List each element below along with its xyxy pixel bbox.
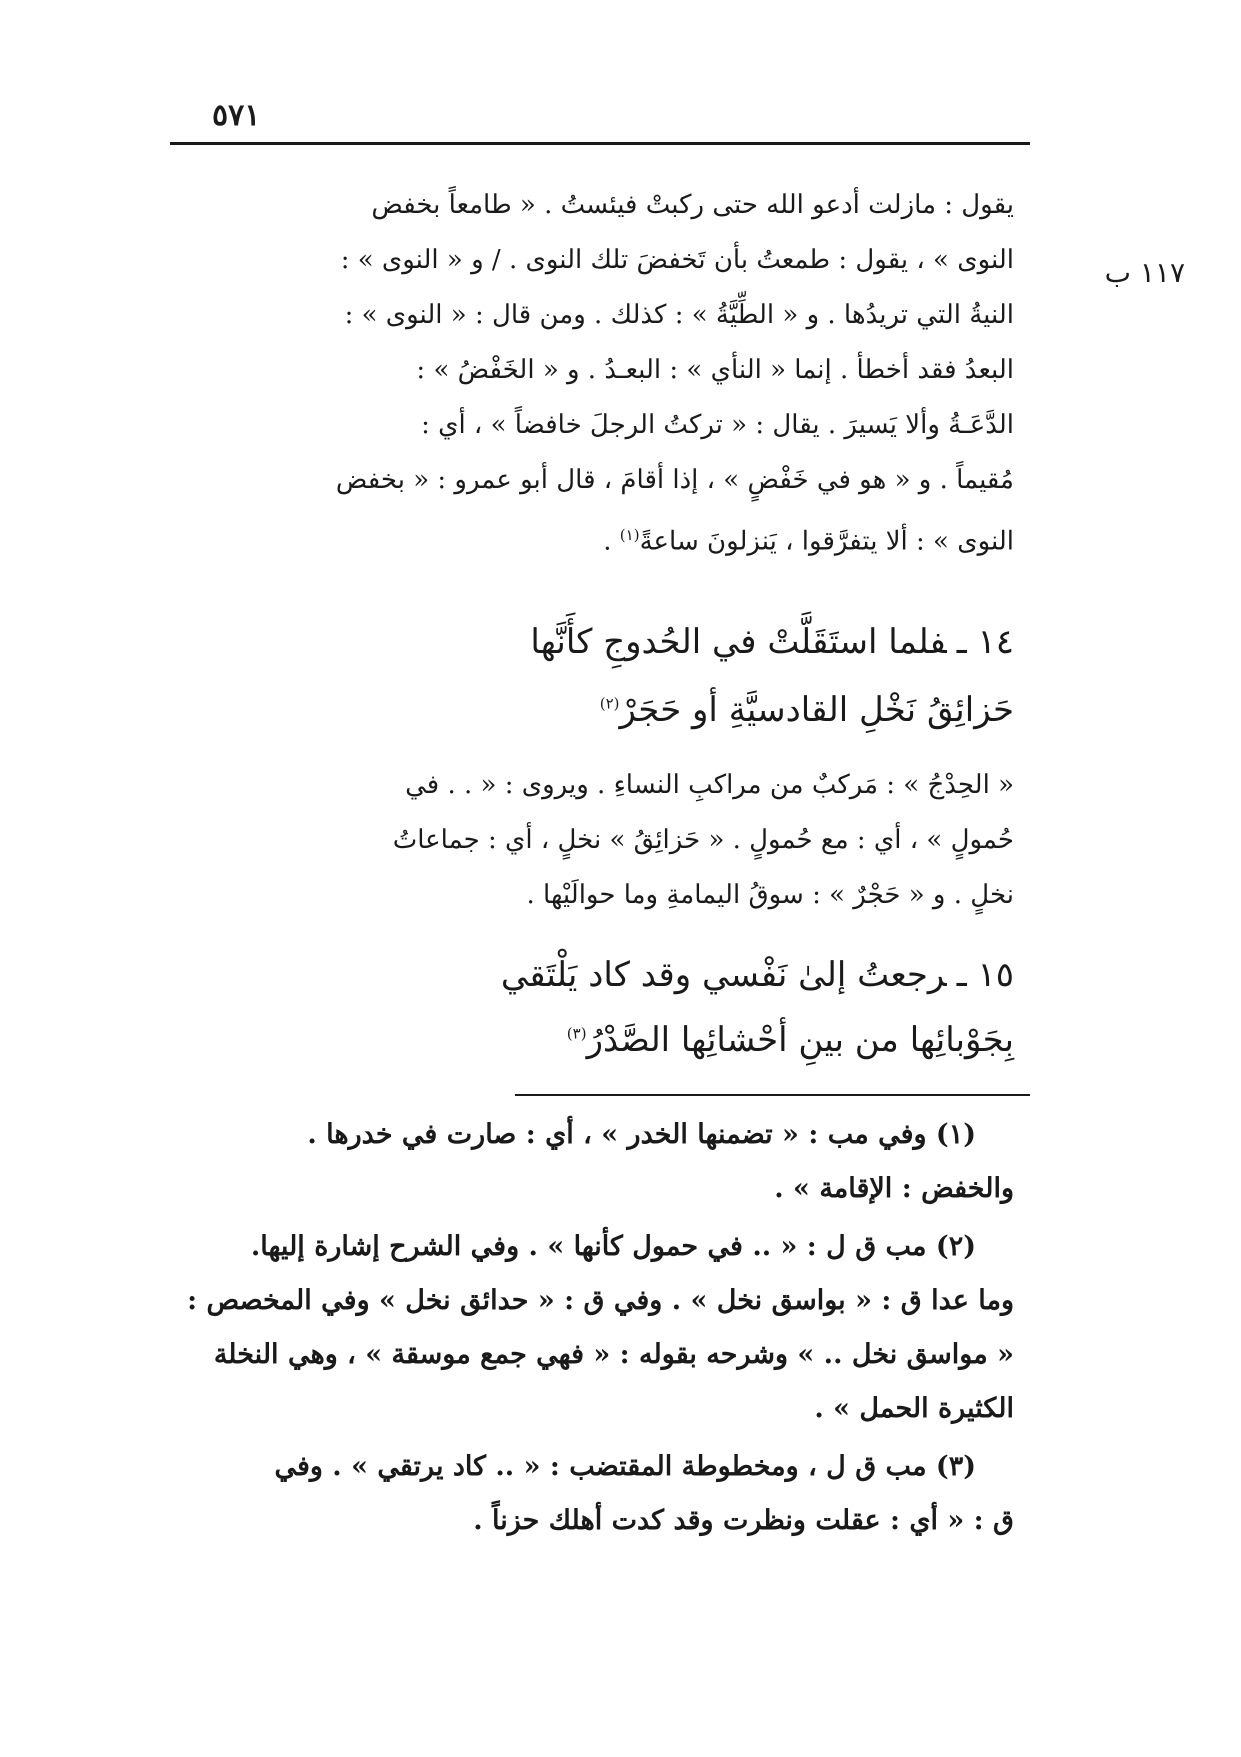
commentary-line: النيةُ التي تريدُها . و « الطِّيَّةُ » : كذلك . ومن قال : « النوى » : xyxy=(344,300,1014,330)
footnote-2 xyxy=(170,1220,1014,1436)
header-rule xyxy=(170,142,1030,145)
footnote-line: وما عدا ق : « بواسق نخل » . وفي ق : « حدائق نخل » وفي المخصص : xyxy=(187,1285,1014,1316)
footnote-line: (٣) مب ق ل ، ومخطوطة المقتضب : « .. كاد يرتقي » . وفي xyxy=(274,1451,976,1482)
margin-reference: ١١٧ ب xyxy=(1104,256,1185,289)
footnote-3 xyxy=(170,1440,1014,1548)
verse-text: فلما استَقَلَّتْ في الحُدوجِ كأَنَّها xyxy=(530,622,947,662)
commentary-line: النوى » : ألا يتفرَّقوا ، يَنزلونَ ساعةً xyxy=(639,526,1014,557)
gloss-line: نخلٍ . و « حَجْرٌ » : سوقُ اليمامةِ وما حوالَيْها . xyxy=(526,880,1014,910)
commentary-line: البعدُ فقد أخطأ . إنما « النأي » : البعـدُ . و « الخَفْضُ » : xyxy=(416,355,1014,385)
commentary-line: يقول : مازلت أدعو الله حتى ركبتْ فيئستُ . « طامعاً بخفض xyxy=(371,190,1014,220)
verse-number: ١٥ ـ xyxy=(956,955,1014,995)
verse-text: رجعتُ إلىٰ نَفْسي وقد كاد يَلْتَقي xyxy=(500,955,947,995)
footnote-1 xyxy=(170,1108,1014,1216)
commentary-end: . xyxy=(603,526,620,557)
footnotes-section xyxy=(170,1108,1014,1552)
gloss-line: « الحِدْجُ » : مَركبٌ من مراكبِ النساءِ . ويروى : « . . في xyxy=(405,770,1014,800)
footnote-line: الكثيرة الحمل » . xyxy=(814,1393,1014,1424)
verse-15-second-hemistich xyxy=(567,1020,1014,1060)
footnote-line: « مواسق نخل .. » وشرحه بقوله : « فهي جمع موسقة » ، وهي النخلة xyxy=(213,1339,1014,1370)
verse-14-first-hemistich xyxy=(530,622,1014,662)
verse-text: بِجَوْبائِها من بينِ أحْشائِها الصَّدْرُ xyxy=(586,1020,1014,1060)
verse-number: ١٤ ـ xyxy=(956,622,1014,662)
gloss-14-block xyxy=(170,758,1014,923)
commentary-line: مُقيماً . و « هو في خَفْضٍ » ، إذا أقامَ ، قال أبو عمرو : « بخفض xyxy=(335,465,1014,495)
commentary-line: النوى » ، يقول : طمعتُ بأن تَخفضَ تلك النوى . / و « النوى » : xyxy=(340,245,1014,275)
footnote-reference: (١) xyxy=(619,526,640,544)
commentary-block xyxy=(170,178,1014,570)
commentary-last-line xyxy=(170,508,1014,570)
commentary-line: الدَّعَـةُ وألا يَسيرَ . يقال : « تركتُ الرجلَ خافضاً » ، أي : xyxy=(421,410,1014,440)
gloss-line: حُمولٍ » ، أي : مع حُمولٍ . « حَزائِقُ » نخلٍ ، أي : جماعاتُ xyxy=(392,825,1014,855)
verse-14-second-hemistich xyxy=(600,690,1014,730)
verse-text: حَزائِقُ نَخْلِ القادسيَّةِ أو حَجَرْ xyxy=(619,690,1014,730)
page-number: ٥٧١ xyxy=(212,98,261,133)
footnote-line: (١) وفي مب : « تضمنها الخدر » ، أي : صارت في خدرها . xyxy=(307,1119,976,1150)
footnote-line: (٢) مب ق ل : « .. في حمول كأنها » . وفي الشرح إشارة إليها. xyxy=(250,1231,976,1262)
verse-15-first-hemistich xyxy=(501,955,1014,995)
footnote-reference: (٢) xyxy=(599,694,620,713)
footnote-line: والخفض : الإقامة » . xyxy=(774,1173,1014,1204)
footnote-reference: (٣) xyxy=(566,1024,587,1043)
footnote-line: ق : « أي : عقلت ونظرت وقد كدت أهلك حزناً . xyxy=(473,1505,1014,1536)
footnote-rule xyxy=(515,1094,1030,1096)
